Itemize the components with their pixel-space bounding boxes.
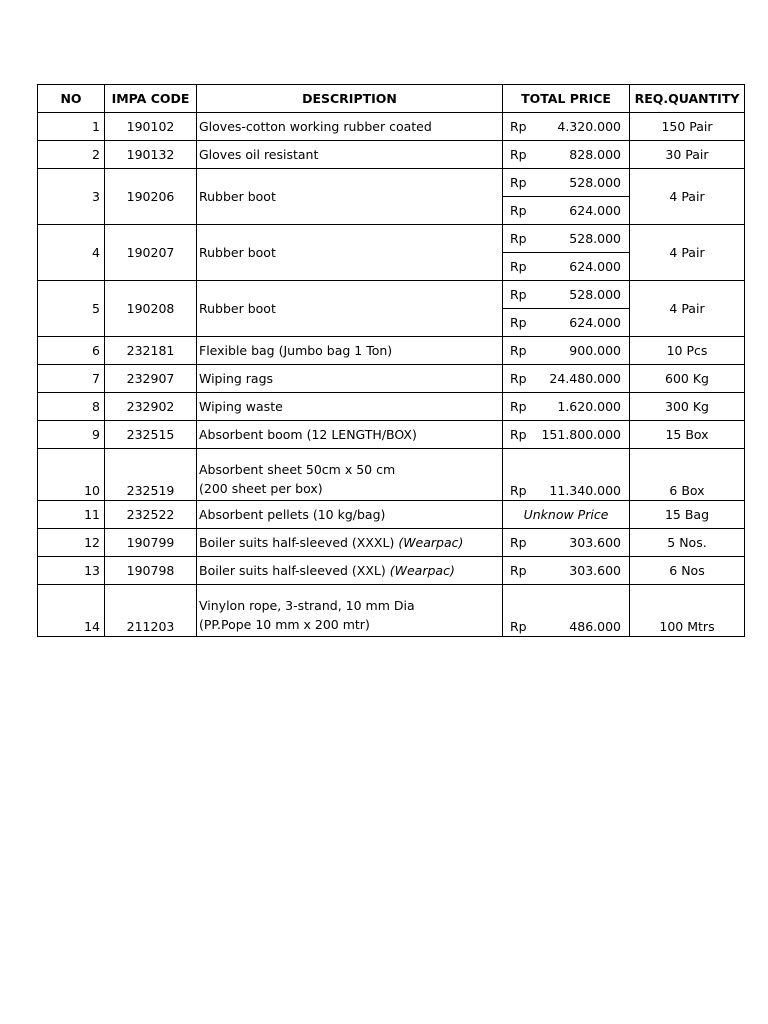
table-row — [38, 169, 745, 197]
total-price — [503, 309, 630, 337]
price-table — [37, 84, 745, 637]
quantity: 5 Nos. — [630, 529, 745, 557]
row-no: 7 — [38, 365, 105, 393]
total-price — [503, 169, 630, 197]
price-value: 528.000 — [569, 175, 621, 190]
table-row — [38, 393, 745, 421]
total-price — [503, 141, 630, 169]
total-price — [503, 197, 630, 225]
description — [197, 557, 503, 585]
price-value: 624.000 — [569, 203, 621, 218]
row-no: 5 — [38, 281, 105, 337]
total-price — [503, 225, 630, 253]
price-value: 4.320.000 — [557, 119, 621, 134]
row-no: 10 — [38, 449, 105, 501]
price-value: 828.000 — [569, 147, 621, 162]
currency: Rp — [510, 535, 527, 550]
description-text: Boiler suits half-sleeved (XXXL) — [199, 535, 395, 550]
table-row — [38, 585, 745, 637]
description: Rubber boot — [197, 281, 503, 337]
currency: Rp — [510, 203, 527, 218]
currency: Rp — [510, 343, 527, 358]
table-row — [38, 449, 745, 501]
impa-code: 190206 — [105, 169, 197, 225]
table-row — [38, 141, 745, 169]
row-no: 12 — [38, 529, 105, 557]
table-row — [38, 529, 745, 557]
description-line: (PP.Pope 10 mm x 200 mtr) — [199, 617, 370, 632]
impa-code: 190207 — [105, 225, 197, 281]
impa-code: 232522 — [105, 501, 197, 529]
price-value: 900.000 — [569, 343, 621, 358]
price-value: 528.000 — [569, 287, 621, 302]
description — [197, 585, 503, 637]
currency: Rp — [510, 563, 527, 578]
row-no: 14 — [38, 585, 105, 637]
description-line: Absorbent sheet 50cm x 50 cm — [199, 462, 396, 477]
total-price — [503, 393, 630, 421]
header-description: DESCRIPTION — [197, 85, 503, 113]
quantity: 15 Box — [630, 421, 745, 449]
quantity: 10 Pcs — [630, 337, 745, 365]
currency: Rp — [510, 399, 527, 414]
currency: Rp — [510, 427, 527, 442]
impa-code: 232907 — [105, 365, 197, 393]
quantity: 6 Nos — [630, 557, 745, 585]
quantity: 4 Pair — [630, 281, 745, 337]
quantity: 600 Kg — [630, 365, 745, 393]
impa-code: 232519 — [105, 449, 197, 501]
header-req-quantity: REQ.QUANTITY — [630, 85, 745, 113]
description: Absorbent pellets (10 kg/bag) — [197, 501, 503, 529]
description: Gloves-cotton working rubber coated — [197, 113, 503, 141]
quantity: 6 Box — [630, 449, 745, 501]
table-row — [38, 501, 745, 529]
price-value: 528.000 — [569, 231, 621, 246]
impa-code: 232181 — [105, 337, 197, 365]
price-value: 1.620.000 — [557, 399, 621, 414]
description: Rubber boot — [197, 169, 503, 225]
row-no: 11 — [38, 501, 105, 529]
description: Absorbent boom (12 LENGTH/BOX) — [197, 421, 503, 449]
currency: Rp — [510, 119, 527, 134]
quantity: 100 Mtrs — [630, 585, 745, 637]
header-no: NO — [38, 85, 105, 113]
total-price — [503, 529, 630, 557]
table-row — [38, 225, 745, 253]
total-price — [503, 557, 630, 585]
impa-code: 190798 — [105, 557, 197, 585]
currency: Rp — [510, 483, 527, 498]
currency: Rp — [510, 619, 527, 634]
quantity: 30 Pair — [630, 141, 745, 169]
description: Gloves oil resistant — [197, 141, 503, 169]
total-price — [503, 501, 630, 529]
header-impa-code: IMPA CODE — [105, 85, 197, 113]
table-row — [38, 113, 745, 141]
description: Wiping rags — [197, 365, 503, 393]
description: Rubber boot — [197, 225, 503, 281]
header-total-price: TOTAL PRICE — [503, 85, 630, 113]
table-row — [38, 557, 745, 585]
description-line: Vinylon rope, 3-strand, 10 mm Dia — [199, 598, 415, 613]
quantity: 300 Kg — [630, 393, 745, 421]
quantity: 4 Pair — [630, 169, 745, 225]
description-brand: (Wearpac) — [389, 563, 455, 578]
total-price — [503, 421, 630, 449]
total-price — [503, 585, 630, 637]
description — [197, 529, 503, 557]
impa-code: 190208 — [105, 281, 197, 337]
header-row — [38, 85, 745, 113]
row-no: 6 — [38, 337, 105, 365]
impa-code: 190132 — [105, 141, 197, 169]
quantity: 4 Pair — [630, 225, 745, 281]
table-row — [38, 421, 745, 449]
total-price — [503, 365, 630, 393]
row-no: 2 — [38, 141, 105, 169]
description: Flexible bag (Jumbo bag 1 Ton) — [197, 337, 503, 365]
price-value: 24.480.000 — [549, 371, 621, 386]
row-no: 4 — [38, 225, 105, 281]
total-price — [503, 281, 630, 309]
description-brand: (Wearpac) — [398, 535, 464, 550]
row-no: 1 — [38, 113, 105, 141]
price-value: 303.600 — [569, 563, 621, 578]
price-value: 11.340.000 — [549, 483, 621, 498]
row-no: 8 — [38, 393, 105, 421]
impa-code: 190799 — [105, 529, 197, 557]
description — [197, 449, 503, 501]
currency: Rp — [510, 371, 527, 386]
row-no: 9 — [38, 421, 105, 449]
price-value: 624.000 — [569, 259, 621, 274]
quantity: 150 Pair — [630, 113, 745, 141]
description-line: (200 sheet per box) — [199, 481, 323, 496]
table-row — [38, 337, 745, 365]
total-price — [503, 337, 630, 365]
total-price — [503, 449, 630, 501]
row-no: 3 — [38, 169, 105, 225]
currency: Rp — [510, 147, 527, 162]
table-row — [38, 365, 745, 393]
impa-code: 211203 — [105, 585, 197, 637]
price-value: 151.800.000 — [541, 427, 621, 442]
price-value: 486.000 — [569, 619, 621, 634]
table-row — [38, 281, 745, 309]
description: Wiping waste — [197, 393, 503, 421]
row-no: 13 — [38, 557, 105, 585]
quantity: 15 Bag — [630, 501, 745, 529]
currency: Rp — [510, 315, 527, 330]
impa-code: 190102 — [105, 113, 197, 141]
price-note: Unknow Price — [523, 507, 609, 522]
currency: Rp — [510, 287, 527, 302]
total-price — [503, 253, 630, 281]
description-text: Boiler suits half-sleeved (XXL) — [199, 563, 386, 578]
price-value: 303.600 — [569, 535, 621, 550]
impa-code: 232515 — [105, 421, 197, 449]
currency: Rp — [510, 231, 527, 246]
currency: Rp — [510, 175, 527, 190]
price-value: 624.000 — [569, 315, 621, 330]
currency: Rp — [510, 259, 527, 274]
total-price — [503, 113, 630, 141]
impa-code: 232902 — [105, 393, 197, 421]
